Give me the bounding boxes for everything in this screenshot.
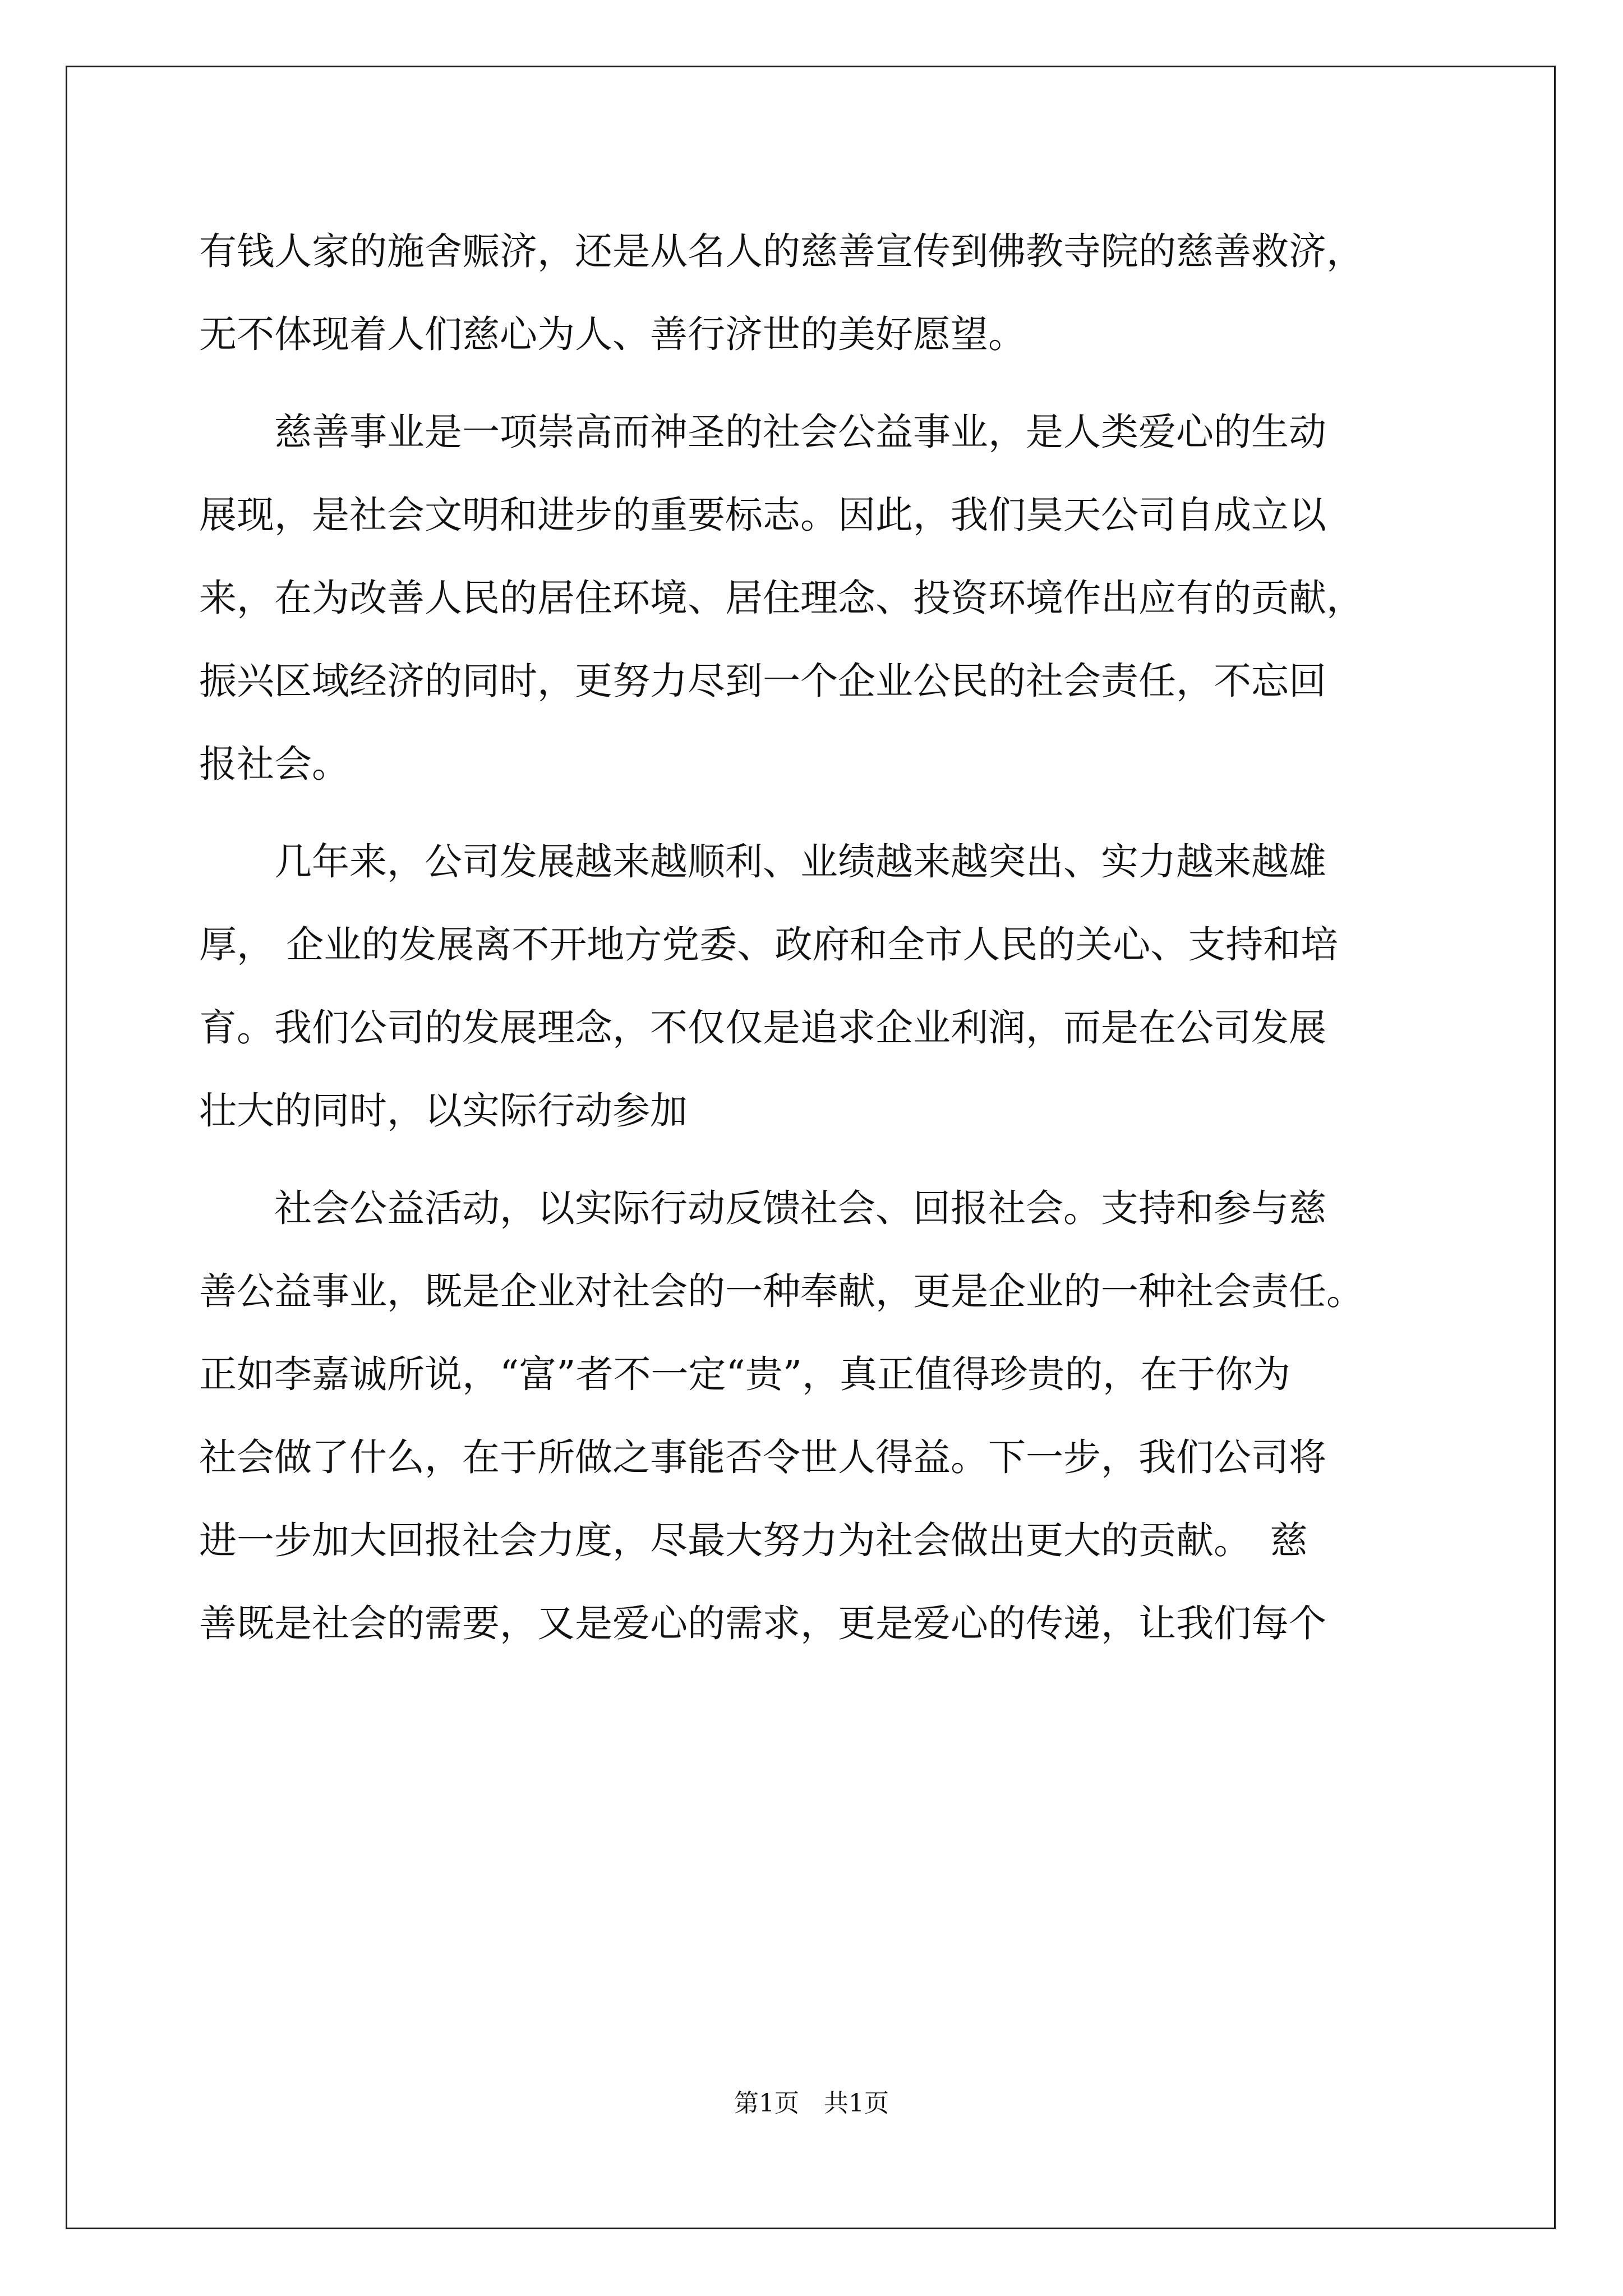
text-line-6: 振兴区域经济的同时，更努力尽到一个企业公民的社会责任，不忘回 — [199, 659, 1326, 703]
text-line-7: 报社会。 — [199, 742, 349, 786]
text-line-2: 无不体现着人们慈心为人、善行济世的美好愿望。 — [199, 312, 1026, 356]
text-line-5: 来，在为改善人民的居住环境、居住理念、投资环境作出应有的贡献， — [199, 576, 1364, 620]
text-line-9: 厚， 企业的发展离不开地方党委、政府和全市人民的关心、支持和培 — [199, 923, 1339, 967]
text-line-8: 几年来，公司发展越来越顺利、业绩越来越突出、实力越来越雄 — [199, 840, 1326, 884]
document-body — [199, 210, 1433, 1665]
text-line-14: 正如李嘉诚所说，“富”者不一定“贵”，真正值得珍贵的，在于你为 — [199, 1352, 1291, 1396]
text-line-3: 慈善事业是一项崇高而神圣的社会公益事业，是人类爱心的生动 — [199, 410, 1326, 454]
text-line-10: 育。我们公司的发展理念，不仅仅是追求企业利润，而是在公司发展 — [199, 1006, 1326, 1050]
text-line-4: 展现，是社会文明和进步的重要标志。因此，我们昊天公司自成立以 — [199, 493, 1326, 537]
text-line-12: 社会公益活动，以实际行动反馈社会、回报社会。支持和参与慈 — [199, 1186, 1326, 1230]
page-number-footer: 第1页 共1页 — [734, 2089, 889, 2118]
text-line-13: 善公益事业，既是企业对社会的一种奉献，更是企业的一种社会责任。 — [199, 1269, 1364, 1313]
text-line-11: 壮大的同时，以实际行动参加 — [199, 1089, 688, 1133]
text-line-16: 进一步加大回报社会力度，尽最大努力为社会做出更大的贡献。 慈 — [199, 1519, 1308, 1562]
text-line-1: 有钱人家的施舍赈济，还是从名人的慈善宣传到佛教寺院的慈善救济， — [199, 229, 1364, 273]
text-line-17: 善既是社会的需要，又是爱心的需求，更是爱心的传递，让我们每个 — [199, 1602, 1326, 1645]
text-line-15: 社会做了什么，在于所做之事能否令世人得益。下一步，我们公司将 — [199, 1435, 1326, 1479]
